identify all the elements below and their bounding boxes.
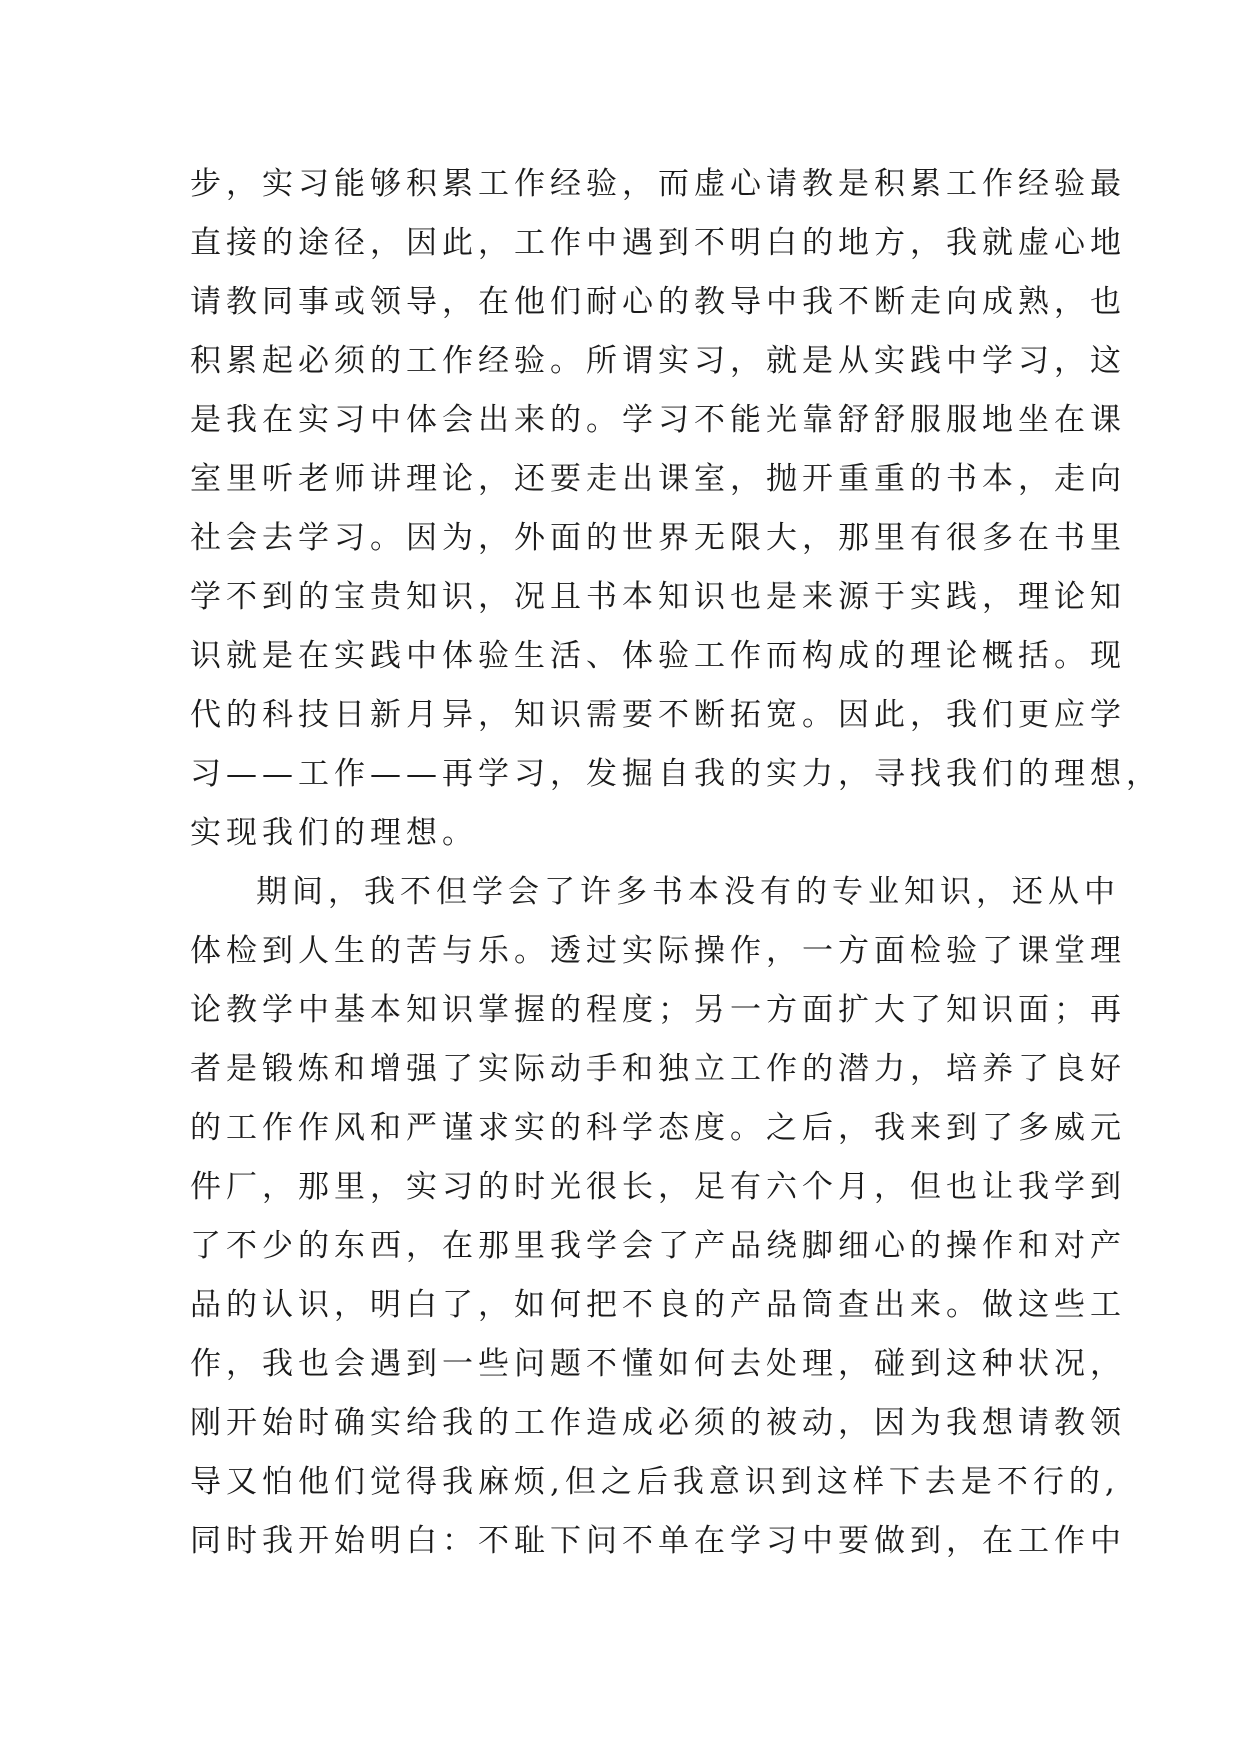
text-line: 了不少的东西，在那里我学会了产品绕脚细心的操作和对产 [190, 1228, 1126, 1264]
text-line: 件厂，那里，实习的时光很长，足有六个月，但也让我学到 [190, 1169, 1126, 1205]
paragraph-2 [190, 863, 1126, 1571]
text-line: 实现我们的理想。 [190, 815, 478, 851]
text-line: 学不到的宝贵知识，况且书本知识也是来源于实践，理论知 [190, 579, 1126, 615]
text-line: 者是锻炼和增强了实际动手和独立工作的潜力，培养了良好 [190, 1051, 1126, 1087]
text-line: 社会去学习。因为，外面的世界无限大，那里有很多在书里 [190, 520, 1126, 556]
text-line: 刚开始时确实给我的工作造成必须的被动，因为我想请教领 [190, 1405, 1126, 1441]
text-line: 步，实习能够积累工作经验，而虚心请教是积累工作经验最 [190, 166, 1126, 202]
text-line: 习——工作——再学习，发掘自我的实力，寻找我们的理想， [190, 756, 1162, 792]
text-line: 代的科技日新月异，知识需要不断拓宽。因此，我们更应学 [190, 697, 1126, 733]
text-line: 体检到人生的苦与乐。透过实际操作，一方面检验了课堂理 [190, 933, 1126, 969]
text-line: 品的认识，明白了，如何把不良的产品筒查出来。做这些工 [190, 1287, 1126, 1323]
text-line: 请教同事或领导，在他们耐心的教导中我不断走向成熟，也 [190, 284, 1126, 320]
text-line: 的工作作风和严谨求实的科学态度。之后，我来到了多威元 [190, 1110, 1126, 1146]
body-text [190, 155, 1162, 1571]
paragraph-1 [190, 155, 1162, 863]
text-line: 直接的途径，因此，工作中遇到不明白的地方，我就虚心地 [190, 225, 1126, 261]
text-line: 期间，我不但学会了许多书本没有的专业知识，还从中 [256, 874, 1120, 910]
text-line: 积累起必须的工作经验。所谓实习，就是从实践中学习，这 [190, 343, 1126, 379]
text-line: 导又怕他们觉得我麻烦,但之后我意识到这样下去是不行的, [190, 1464, 1120, 1500]
text-line: 同时我开始明白：不耻下问不单在学习中要做到，在工作中 [190, 1523, 1126, 1559]
text-line: 作，我也会遇到一些问题不懂如何去处理，碰到这种状况， [190, 1346, 1126, 1382]
text-line: 识就是在实践中体验生活、体验工作而构成的理论概括。现 [190, 638, 1126, 674]
text-line: 室里听老师讲理论，还要走出课室，抛开重重的书本，走向 [190, 461, 1126, 497]
text-line: 是我在实习中体会出来的。学习不能光靠舒舒服服地坐在课 [190, 402, 1126, 438]
text-line: 论教学中基本知识掌握的程度；另一方面扩大了知识面；再 [190, 992, 1126, 1028]
